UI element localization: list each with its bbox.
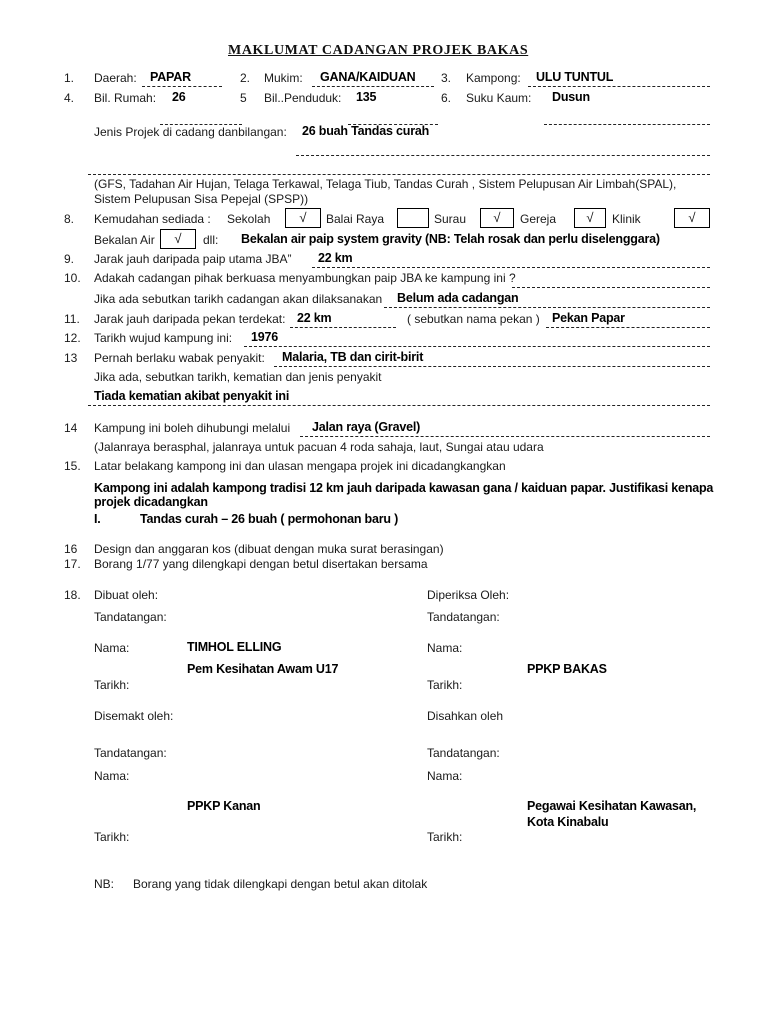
nama-label: Nama: xyxy=(94,769,130,783)
mukim-value: GANA/KAIDUAN xyxy=(320,70,416,84)
nama-pekan-line xyxy=(546,327,710,328)
jenis-projek-line xyxy=(296,155,710,156)
daerah-label: Daerah: xyxy=(94,71,137,85)
nama-label: Nama: xyxy=(427,769,463,783)
bekalan-air-label: Bekalan Air xyxy=(94,233,155,247)
item-number: 6. xyxy=(441,91,452,105)
jenis-projek-value: 26 buah Tandas curah xyxy=(302,124,430,138)
wabak-line xyxy=(274,366,710,367)
hubungan-label: Kampung ini boleh dihubungi melalui xyxy=(94,421,291,435)
jarak-pekan-value: 22 km xyxy=(297,311,332,325)
item-number: 15. xyxy=(64,459,81,473)
bil-penduduk-value: 135 xyxy=(356,90,377,104)
item-number: 9. xyxy=(64,252,75,266)
latar-item-number: I. xyxy=(94,512,101,526)
nb-text: Borang yang tidak dilengkapi dengan betul akan ditolak xyxy=(133,877,428,891)
tarikh-wujud-line xyxy=(244,346,710,347)
item-number: 14 xyxy=(64,421,78,435)
tarikh-label: Tarikh: xyxy=(427,678,463,692)
jenis-projek-line2 xyxy=(88,174,710,175)
item-number: 10. xyxy=(64,271,81,285)
disemak-jawatan-value: PPKP Kanan xyxy=(187,799,261,813)
dll-label: dll: xyxy=(203,233,219,247)
kampong-line xyxy=(528,86,710,87)
tandatangan-label: Tandatangan: xyxy=(427,610,500,624)
diperiksa-oleh-label: Diperiksa Oleh: xyxy=(427,588,510,602)
surau-checkbox[interactable]: √ xyxy=(480,208,514,228)
tandatangan-label: Tandatangan: xyxy=(94,746,167,760)
hubungan-note: (Jalanraya berasphal, jalanraya untuk pacuan 4 roda sahaja, laut, Sungai atau udara xyxy=(94,440,544,454)
project-type-note-2: Sistem Pelupusan Sisa Pepejal (SPSP)) xyxy=(94,192,309,206)
suku-kaum-line xyxy=(544,124,710,125)
project-type-note: (GFS, Tadahan Air Hujan, Telaga Terkawal, Telaga Tiub, Tandas Curah , Sistem Pelupusan Air Limbah(SPAL), xyxy=(94,177,677,191)
wabak-details-label: Jika ada, sebutkan tarikh, kematian dan jenis penyakit xyxy=(94,370,382,384)
gereja-checkbox[interactable]: √ xyxy=(574,208,606,228)
item-number: 12. xyxy=(64,331,81,345)
kemudahan-label: Kemudahan sediada : xyxy=(94,212,211,226)
disahkan-jawatan-value-2: Kota Kinabalu xyxy=(527,815,609,829)
item-number: 5 xyxy=(240,91,247,105)
dibuat-jawatan-value: Pem Kesihatan Awam U17 xyxy=(187,662,339,676)
item-number: 17. xyxy=(64,557,81,571)
balai-raya-label: Balai Raya xyxy=(326,212,385,226)
nama-label: Nama: xyxy=(94,641,130,655)
hubungan-line xyxy=(300,436,710,437)
nama-pekan-value: Pekan Papar xyxy=(552,311,625,325)
jarak-jba-value: 22 km xyxy=(318,251,353,265)
kampong-label: Kampong: xyxy=(466,71,521,85)
sambungan-jba-line xyxy=(512,287,710,288)
tarikh-label: Tarikh: xyxy=(94,678,130,692)
latar-belakang-text: Kampong ini adalah kampong tradisi 12 km jauh daripada kawasan gana / kaiduan papar. Justifikasi kenapa projek dicadangkan xyxy=(94,481,714,509)
dibuat-nama-value: TIMHOL ELLING xyxy=(187,640,282,654)
item-number: 8. xyxy=(64,212,75,226)
jarak-jba-label: Jarak jauh daripada paip utama JBA” xyxy=(94,252,292,266)
item-number: 16 xyxy=(64,542,78,556)
bil-penduduk-label: Bil..Penduduk: xyxy=(264,91,342,105)
form-title: MAKLUMAT CADANGAN PROJEK BAKAS xyxy=(228,43,529,58)
tarikh-label: Tarikh: xyxy=(94,830,130,844)
kampong-value: ULU TUNTUL xyxy=(536,70,614,84)
daerah-value: PAPAR xyxy=(150,70,191,84)
balai-raya-checkbox[interactable] xyxy=(397,208,429,228)
design-kos-label: Design dan anggaran kos (dibuat dengan muka surat berasingan) xyxy=(94,542,444,556)
daerah-line xyxy=(142,86,222,87)
item-number: 1. xyxy=(64,71,75,85)
mukim-line xyxy=(312,86,434,87)
wabak-label: Pernah berlaku wabak penyakit: xyxy=(94,351,265,365)
wabak-details-line xyxy=(88,405,710,406)
tarikh-cadangan-label: Jika ada sebutkan tarikh cadangan akan dilaksanakan xyxy=(94,292,383,306)
wabak-details-value: Tiada kematian akibat penyakit ini xyxy=(94,389,290,403)
sebutkan-pekan-hint: ( sebutkan nama pekan ) xyxy=(407,312,540,326)
jarak-pekan-line xyxy=(290,327,396,328)
nb-label: NB: xyxy=(94,877,115,891)
bekalan-air-value: Bekalan air paip system gravity (NB: Telah rosak dan perlu diselenggara) xyxy=(241,232,660,246)
klinik-label: Klinik xyxy=(612,212,641,226)
tarikh-cadangan-line xyxy=(384,307,710,308)
item-number: 2. xyxy=(240,71,251,85)
gereja-label: Gereja xyxy=(520,212,557,226)
sekolah-checkbox[interactable]: √ xyxy=(285,208,321,228)
disahkan-jawatan-value: Pegawai Kesihatan Kawasan, xyxy=(527,799,697,813)
dibuat-oleh-label: Dibuat oleh: xyxy=(94,588,159,602)
bil-rumah-label: Bil. Rumah: xyxy=(94,91,157,105)
tarikh-label: Tarikh: xyxy=(427,830,463,844)
item-number: 11. xyxy=(64,312,80,326)
jenis-projek-label: Jenis Projek di cadang danbilangan: xyxy=(94,125,287,139)
nama-label: Nama: xyxy=(427,641,463,655)
tarikh-wujud-value: 1976 xyxy=(251,330,279,344)
bil-rumah-value: 26 xyxy=(172,90,186,104)
wabak-value: Malaria, TB dan cirit-birit xyxy=(282,350,424,364)
item-number: 18. xyxy=(64,588,81,602)
diperiksa-jawatan-value: PPKP BAKAS xyxy=(527,662,607,676)
klinik-checkbox[interactable]: √ xyxy=(674,208,710,228)
mukim-label: Mukim: xyxy=(264,71,303,85)
tandatangan-label: Tandatangan: xyxy=(427,746,500,760)
item-number: 4. xyxy=(64,91,75,105)
jarak-jba-line xyxy=(312,267,710,268)
jarak-pekan-label: Jarak jauh daripada pekan terdekat: xyxy=(94,312,286,326)
latar-belakang-label: Latar belakang kampong ini dan ulasan mengapa projek ini dicadangkangkan xyxy=(94,459,506,473)
item-number: 3. xyxy=(441,71,452,85)
tarikh-wujud-label: Tarikh wujud kampung ini: xyxy=(94,331,233,345)
bekalan-air-checkbox[interactable]: √ xyxy=(160,229,196,249)
surau-label: Surau xyxy=(434,212,467,226)
disahkan-oleh-label: Disahkan oleh xyxy=(427,709,504,723)
disemak-oleh-label: Disemakt oleh: xyxy=(94,709,174,723)
sekolah-label: Sekolah xyxy=(227,212,271,226)
suku-kaum-label: Suku Kaum: xyxy=(466,91,532,105)
latar-item-text: Tandas curah – 26 buah ( permohonan baru ) xyxy=(140,512,399,526)
borang-label: Borang 1/77 yang dilengkapi dengan betul disertakan bersama xyxy=(94,557,428,571)
item-number: 13 xyxy=(64,351,78,365)
hubungan-value: Jalan raya (Gravel) xyxy=(312,420,421,434)
sambungan-jba-label: Adakah cadangan pihak berkuasa menyambungkan paip JBA ke kampung ini ? xyxy=(94,271,516,285)
suku-kaum-value: Dusun xyxy=(552,90,590,104)
tandatangan-label: Tandatangan: xyxy=(94,610,167,624)
tarikh-cadangan-value: Belum ada cadangan xyxy=(397,291,519,305)
